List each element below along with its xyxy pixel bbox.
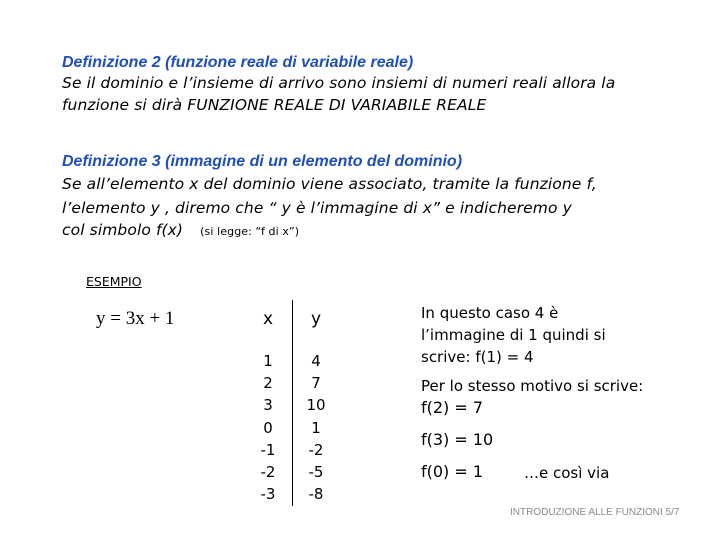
definition-3-line-3 bbox=[62, 221, 299, 239]
f3-equation: f(3) = 10 bbox=[421, 430, 494, 449]
definition-3-symbol: col simbolo f(x) bbox=[62, 221, 184, 239]
definition-3-line-1: Se all’elemento x del dominio viene associato, tramite la funzione f, bbox=[62, 175, 597, 193]
and-so-on-text: …e così via bbox=[524, 464, 610, 482]
x-value-cell: 0 bbox=[263, 418, 273, 437]
x-value-cell: 2 bbox=[263, 374, 273, 393]
y-value-cell: 4 bbox=[311, 352, 321, 370]
y-value-cell: 1 bbox=[311, 418, 321, 437]
y-value-cell: -2 bbox=[308, 440, 324, 459]
definition-3-line-2: l’elemento y , diremo che “ y è l’immagine di x” e indicheremo y bbox=[62, 199, 572, 217]
explanation-line-4: Per lo stesso motivo si scrive: bbox=[421, 377, 644, 395]
f2-equation: f(2) = 7 bbox=[421, 398, 484, 417]
example-label: ESEMPIO bbox=[86, 274, 142, 289]
x-column-header: x bbox=[262, 309, 274, 329]
y-value-cell: 7 bbox=[311, 374, 321, 393]
x-value-cell: -1 bbox=[260, 440, 276, 459]
x-value-cell: 1 bbox=[263, 352, 273, 370]
y-values-column bbox=[296, 350, 336, 505]
example-formula: y = 3x + 1 bbox=[96, 308, 175, 329]
x-value-cell: -3 bbox=[260, 485, 276, 504]
y-value-cell: 10 bbox=[306, 396, 326, 415]
y-column-header: y bbox=[310, 309, 322, 329]
definition-3-note: (si legge: “f di x”) bbox=[200, 225, 300, 238]
definition-2-title: Definizione 2 (funzione reale di variabile reale) bbox=[62, 54, 414, 71]
x-values-column bbox=[248, 350, 288, 505]
definition-3-title: Definizione 3 (immagine di un elemento del dominio) bbox=[62, 153, 463, 170]
definition-2-line-1: Se il dominio e l’insieme di arrivo sono insiemi di numeri reali allora la bbox=[62, 74, 616, 92]
slide-footer: INTRODUZIONE ALLE FUNZIONI 5/7 bbox=[510, 507, 680, 518]
f0-equation: f(0) = 1 bbox=[421, 462, 484, 481]
table-divider bbox=[292, 300, 293, 506]
y-value-cell: -5 bbox=[308, 463, 324, 482]
x-value-cell: -2 bbox=[260, 463, 276, 482]
y-value-cell: -8 bbox=[308, 485, 324, 504]
explanation-line-2: l’immagine di 1 quindi si bbox=[421, 326, 606, 344]
explanation-line-1: In questo caso 4 è bbox=[421, 304, 559, 322]
x-value-cell: 3 bbox=[263, 396, 273, 415]
explanation-line-3: scrive: f(1) = 4 bbox=[421, 348, 534, 366]
definition-2-line-2: funzione si dirà FUNZIONE REALE DI VARIABILE REALE bbox=[62, 96, 487, 114]
